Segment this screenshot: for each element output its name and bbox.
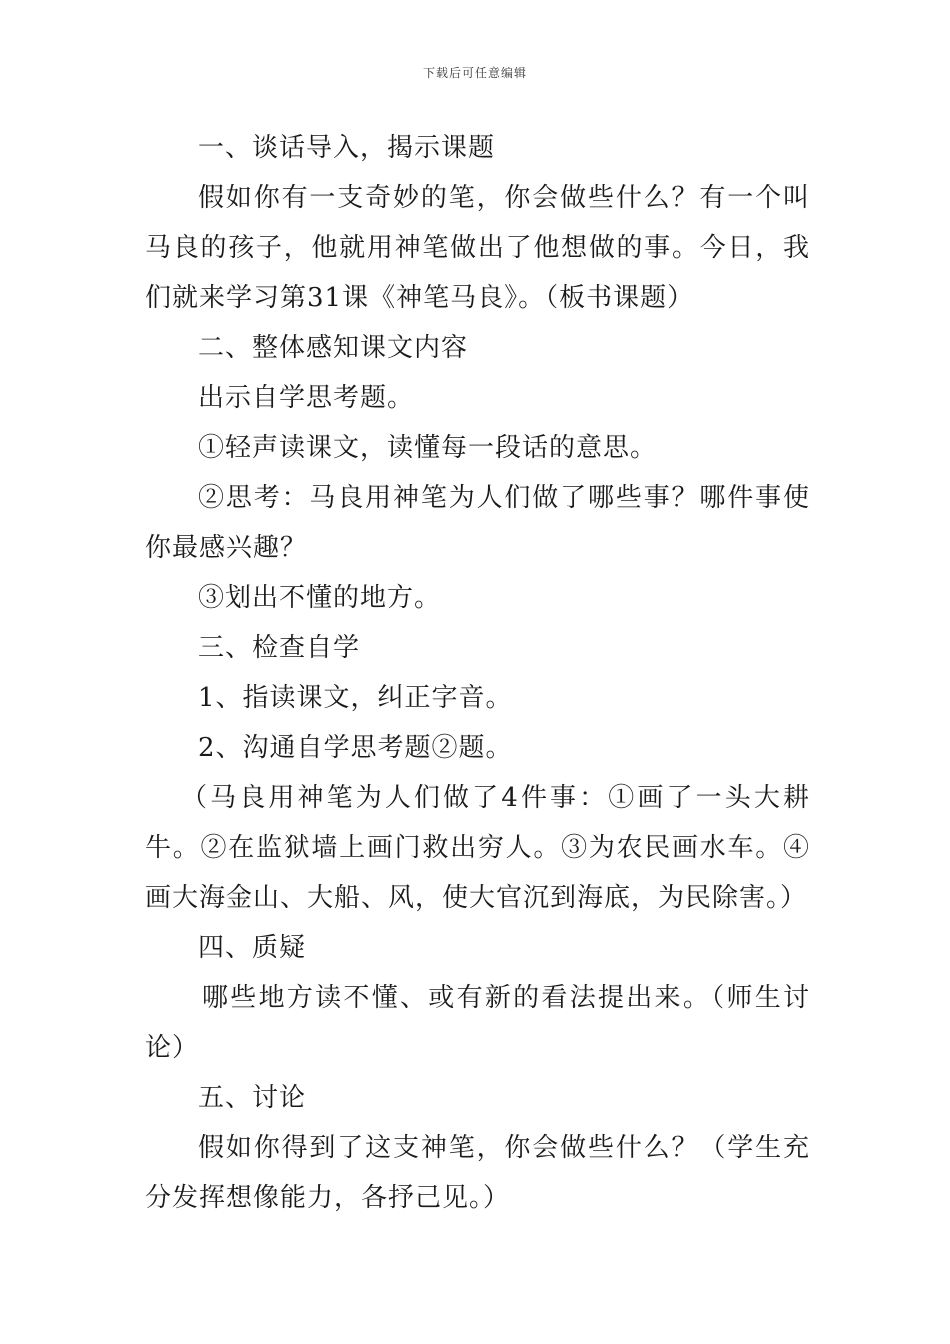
list-item: ②思考：马良用神笔为人们做了哪些事？哪件事使你最感兴趣？ — [145, 483, 810, 563]
paragraph: 假如你有一支奇妙的笔，你会做些什么？有一个叫马良的孩子，他就用神笔做出了他想做的事。今日，我们就来学习第31课《神笔马良》。（板书课题） — [145, 183, 810, 313]
section-heading: 四、质疑 — [198, 933, 307, 963]
paragraph: 哪些地方读不懂、或有新的看法提出来。（师生讨论） — [145, 983, 810, 1063]
list-item: 1、指读课文，纠正字音。 — [198, 683, 513, 713]
list-item: 2、沟通自学思考题②题。 — [198, 733, 513, 763]
paragraph: （马良用神笔为人们做了4件事：①画了一头大耕牛。②在监狱墙上画门救出穷人。③为农民画水车。④画大海金山、大船、风，使大官沉到海底，为民除害。） — [145, 783, 810, 913]
paragraph: 假如你得到了这支神笔，你会做些什么？（学生充分发挥想像能力，各抒己见。） — [145, 1133, 810, 1213]
section-heading: 二、整体感知课文内容 — [198, 333, 469, 363]
list-item: ①轻声读课文，读懂每一段话的意思。 — [198, 433, 658, 463]
document-body — [145, 123, 810, 1223]
paragraph: 出示自学思考题。 — [198, 383, 415, 413]
list-item: ③划出不懂的地方。 — [198, 583, 442, 613]
section-heading: 五、讨论 — [198, 1083, 307, 1113]
section-heading: 一、谈话导入，揭示课题 — [198, 133, 496, 163]
page-header: 下载后可任意编辑 — [422, 66, 527, 80]
section-heading: 三、检查自学 — [198, 633, 361, 663]
